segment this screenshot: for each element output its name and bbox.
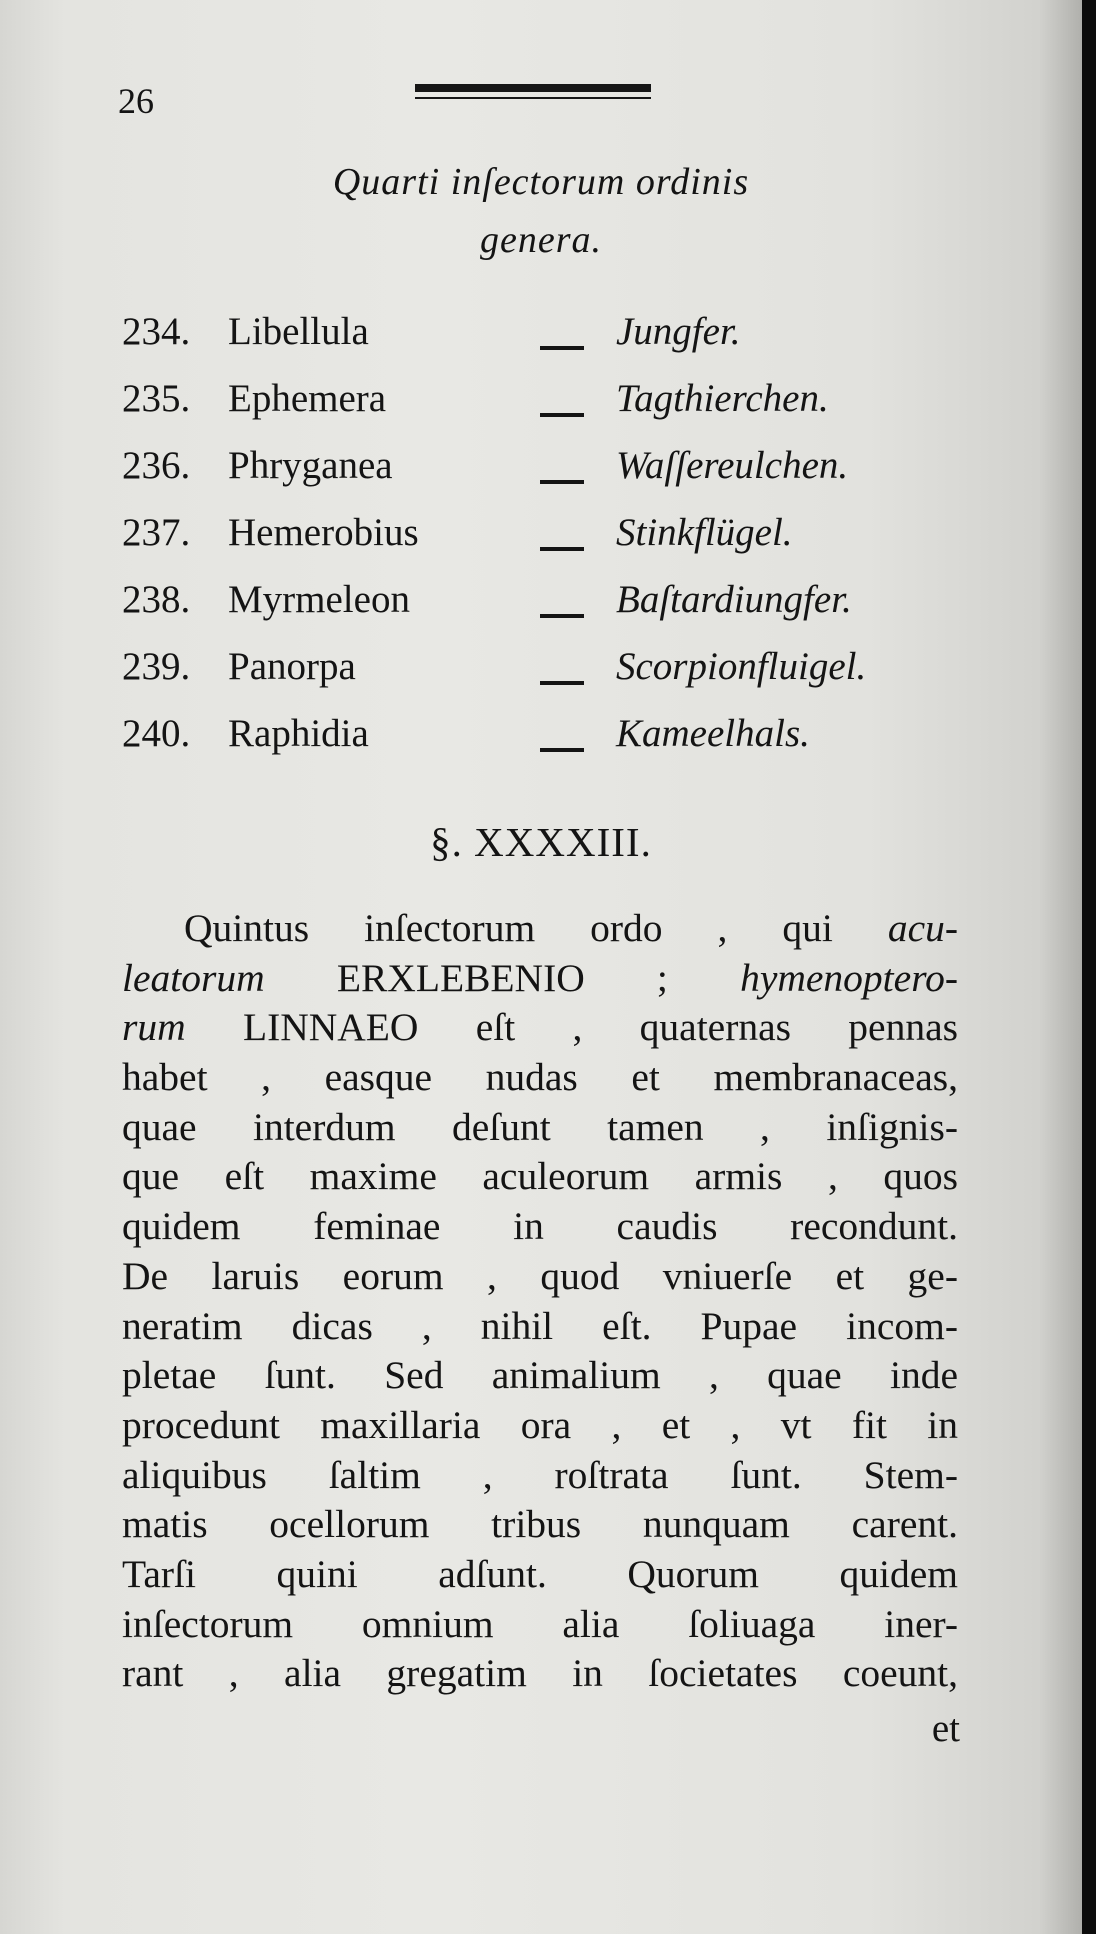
genus-dash	[540, 681, 584, 685]
header-rule-ornament	[415, 84, 651, 99]
genus-number: 234.	[122, 310, 191, 353]
genus-number: 235.	[122, 377, 191, 420]
genus-german-name: Baſtardiungfer.	[616, 578, 852, 621]
text-span: ERXLEBENIO ;	[264, 955, 741, 1000]
text-span: LINNAEO eſt , quaternas pennas	[185, 1005, 958, 1050]
genus-german-name: Tagthierchen.	[616, 377, 829, 420]
genus-latin-name: Phryganea	[228, 444, 393, 487]
paragraph-line: procedunt maxillaria ora , et , vt fit in	[122, 1402, 958, 1447]
italic-text-span: rum	[122, 1005, 186, 1050]
genus-number: 236.	[122, 444, 191, 487]
genus-german-name: Stinkflügel.	[616, 511, 793, 554]
genus-dash	[540, 480, 584, 484]
paragraph-line: Tarſi quini adſunt. Quorum quidem	[122, 1551, 958, 1596]
genus-latin-name: Ephemera	[228, 377, 387, 420]
genus-number: 239.	[122, 645, 191, 688]
paragraph-line: habet , easque nudas et membranaceas,	[122, 1055, 958, 1100]
paragraph-line: que eſt maxime aculeorum armis , quos	[122, 1154, 958, 1199]
paragraph-line: pletae ſunt. Sed animalium , quae inde	[122, 1353, 958, 1398]
paragraph-line: quae interdum deſunt tamen , inſignis-	[122, 1104, 958, 1149]
header-rule-thick	[415, 84, 651, 92]
genus-dash	[540, 413, 584, 417]
paragraph-line	[122, 904, 958, 954]
genus-row	[122, 566, 982, 633]
genus-number: 240.	[122, 712, 191, 755]
paragraph-line: neratim dicas , nihil eſt. Pupae incom-	[122, 1303, 958, 1348]
genus-latin-name: Myrmeleon	[228, 578, 410, 621]
genus-latin-name: Panorpa	[228, 645, 356, 688]
genus-german-name: Kameelhals.	[616, 712, 810, 755]
genus-number: 237.	[122, 511, 191, 554]
header-rule-thin	[415, 97, 651, 99]
section-heading-line2: genera.	[479, 219, 603, 261]
genus-german-name: Jungfer.	[616, 310, 741, 353]
paragraph-line	[122, 954, 958, 1004]
page-number: 26	[118, 81, 154, 121]
paragraph-line: De laruis eorum , quod vniuerſe et ge-	[122, 1253, 958, 1298]
italic-text-span: hymenoptero-	[740, 955, 958, 1000]
section-heading-line1: Quarti inſectorum ordinis	[332, 161, 750, 203]
paragraph-line: inſectorum omnium alia ſoliuaga iner-	[122, 1601, 958, 1646]
genus-dash	[540, 346, 584, 350]
genus-latin-name: Raphidia	[228, 712, 369, 755]
paragraph-line: aliquibus ſaltim , roſtrata ſunt. Stem-	[122, 1452, 958, 1497]
italic-text-span: acu-	[887, 906, 958, 950]
genus-dash	[540, 547, 584, 551]
genus-latin-name: Libellula	[228, 310, 369, 353]
genus-dash	[540, 748, 584, 752]
genus-row	[122, 700, 982, 767]
genus-number: 238.	[122, 578, 191, 621]
genus-german-name: Scorpionfluigel.	[616, 645, 867, 688]
section-title: §. XXXXIII.	[430, 819, 652, 865]
genus-row	[122, 432, 982, 499]
genus-german-name: Waſſereulchen.	[616, 444, 849, 487]
paragraph-line	[122, 1003, 958, 1053]
genera-list	[122, 298, 982, 767]
text-span: Quintus inſectorum ordo , qui	[184, 906, 888, 950]
catchword: et	[931, 1707, 960, 1750]
page-edge-shadow	[1082, 0, 1096, 1934]
paragraph-line: matis ocellorum tribus nunquam carent.	[122, 1502, 958, 1547]
genus-row	[122, 633, 982, 700]
italic-text-span: leatorum	[122, 955, 265, 1000]
genus-row	[122, 365, 982, 432]
genus-latin-name: Hemerobius	[228, 511, 419, 554]
genus-row	[122, 499, 982, 566]
body-paragraph	[122, 904, 958, 1699]
genus-row	[122, 298, 982, 365]
genus-dash	[540, 614, 584, 618]
paragraph-line: quidem feminae in caudis recondunt.	[122, 1204, 958, 1249]
paragraph-line: rant , alia gregatim in ſocietates coeunt,	[122, 1651, 958, 1696]
